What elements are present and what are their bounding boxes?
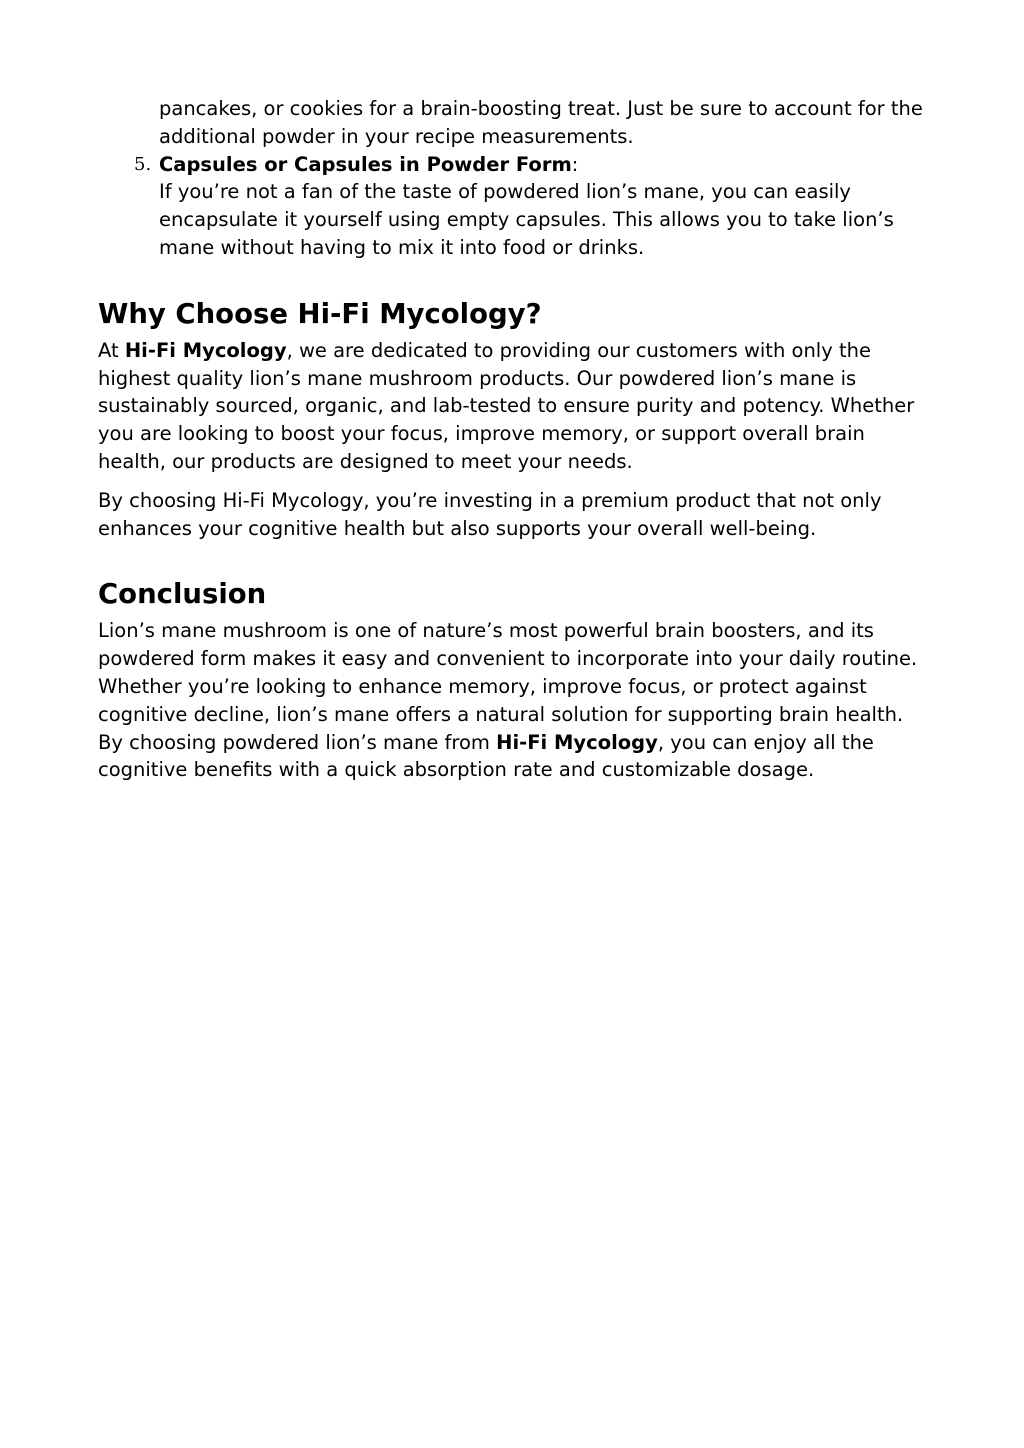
why-paragraph-1 bbox=[98, 337, 928, 476]
list-item-4-continuation-text: pancakes, or cookies for a brain-boosting treat. Just be sure to account for the additional powder in your recipe measurements. bbox=[159, 97, 923, 148]
brand-name: Hi-Fi Mycology bbox=[124, 338, 287, 362]
list-item-5-title: Capsules or Capsules in Powder Form bbox=[159, 152, 572, 176]
list-item-continuation bbox=[98, 95, 928, 151]
conclusion-p-after: , you can enjoy all the cognitive benefits with a quick absorption rate and customizable dosage. bbox=[98, 730, 874, 782]
list-item-5-heading bbox=[159, 151, 928, 179]
conclusion-p-before: Lion’s mane mushroom is one of nature’s most powerful brain boosters, and its powdered form makes it easy and convenient to incorporate into your daily routine. Whether you’re looking to enhance memory, improve focus, or protect against cognitive decline, lion’s mane offers a natural solution for supporting brain health. By choosing powdered lion’s mane from bbox=[98, 619, 918, 754]
conclusion-paragraph bbox=[98, 617, 928, 784]
list-item-5 bbox=[98, 151, 928, 262]
why-heading: Why Choose Hi-Fi Mycology? bbox=[98, 297, 542, 330]
list-item-5-body: If you’re not a fan of the taste of powdered lion’s mane, you can easily encapsulate it yourself using empty capsules. This allows you to take lion’s mane without having to mix it into food or drinks. bbox=[159, 180, 894, 259]
list-item-number: 5. bbox=[134, 153, 152, 175]
conclusion-heading: Conclusion bbox=[98, 578, 267, 611]
why-p1-rest: , we are dedicated to providing our customers with only the highest quality lion’s mane mushroom products. Our powdered lion’s mane is sustainably sourced, organic, and lab-tested to ensure purity and potency. Whether you are looking to boost your focus, improve memory, or support overall brain health, our products are designed to meet your needs. bbox=[98, 338, 915, 473]
brand-name: Hi-Fi Mycology bbox=[496, 730, 658, 754]
why-p1-prefix: At bbox=[98, 338, 125, 362]
why-paragraph-2: By choosing Hi-Fi Mycology, you’re investing in a premium product that not only enhances your cognitive health but also supports your overall well-being. bbox=[98, 488, 882, 540]
list-item-5-colon: : bbox=[571, 152, 579, 176]
document-body bbox=[98, 95, 928, 784]
